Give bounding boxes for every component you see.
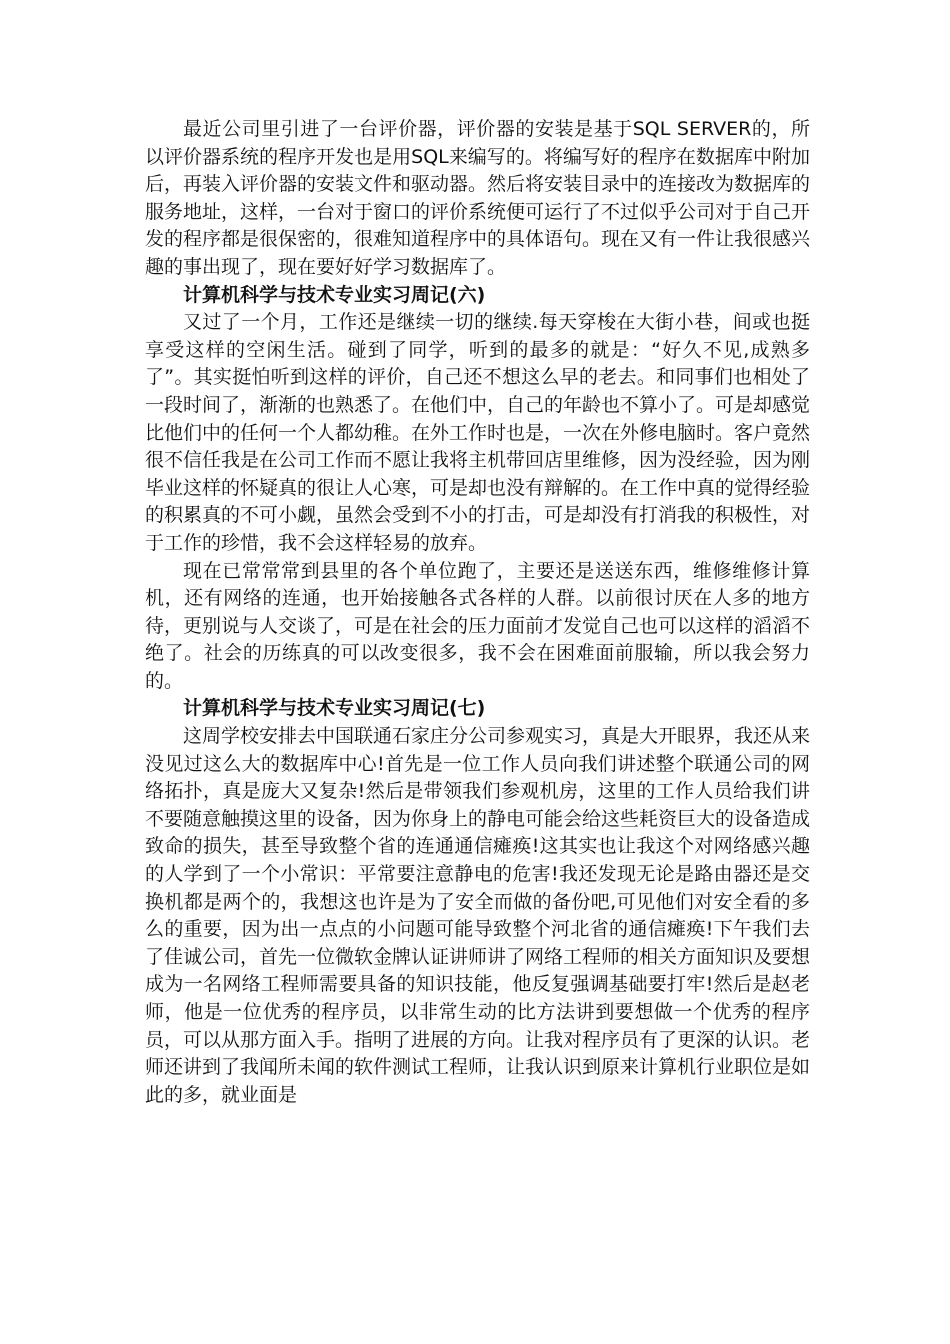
paragraph: 又过了一个月，工作还是继续一切的继续.每天穿梭在大街小巷，间或也挺享受这样的空闲生活。碰到了同学，听到的最多的就是：“好久不见,成熟多了”。其实挺怕听到这样的评价，自己还不想这么早的老去。和同事们也相处了一段时间了，渐渐的也熟悉了。在他们中，自己的年龄也不算小了。可是却感觉比他们中的任何一个人都幼稚。在外工作时也是，一次在外修电脑时。客户竟然很不信任我是在公司工作而不愿让我将主机带回店里维修，因为没经验，因为刚毕业这样的怀疑真的很让人心寒，可是却也没有辩解的。在工作中真的觉得经验的积累真的不可小觑，虽然会受到不小的打击，可是却没有打消我的积极性，对于工作的珍惜，我不会这样轻易的放弃。: [145, 311, 811, 554]
paragraph: 这周学校安排去中国联通石家庄分公司参观实习，真是大开眼界，我还从来没见过这么大的数据库中心!首先是一位工作人员向我们讲述整个联通公司的网络拓扑，真是庞大又复杂!然后是带领我们参观机房，这里的工作人员给我们讲不要随意触摸这里的设备，因为你身上的静电可能会给这些耗资巨大的设备造成致命的损失，甚至导致整个省的连通通信瘫痪!这其实也让我这个对网络感兴趣的人学到了一个小常识：平常要注意静电的危害!我还发现无论是路由器还是交换机都是两个的，我想这也许是为了安全而做的备份吧,可见他们对安全看的多么的重要，因为出一点点的小问题可能导致整个河北省的通信瘫痪!下午我们去了佳诚公司，首先一位微软金牌认证讲师讲了网络工程师的相关方面知识及要想成为一名网络工程师需要具备的知识技能，他反复强调基础要打牢!然后是赵老师，他是一位优秀的程序员，以非常生动的比方法讲到要想做一个优秀的程序员，可以从那方面入手。指明了进展的方向。让我对程序员有了更深的认识。老师还讲到了我闻所未闻的软件测试工程师，让我认识到原来计算机行业职位是如此的多，就业面是: [145, 725, 811, 1106]
section-heading: 计算机科学与技术专业实习周记(六): [183, 283, 486, 306]
document-page: [145, 116, 810, 1109]
paragraph: 最近公司里引进了一台评价器，评价器的安装是基于SQL SERVER的，所以评价器系统的程序开发也是用SQL来编写的。将编写好的程序在数据库中附加后，再装入评价器的安装文件和驱动器。然后将安装目录中的连接改为数据库的服务地址，这样，一台对于窗口的评价系统便可运行了不过似乎公司对于自己开发的程序都是很保密的，很难知道程序中的具体语句。现在又有一件让我很感兴趣的事出现了，现在要好好学习数据库了。: [145, 118, 811, 278]
section-heading: 计算机科学与技术专业实习周记(七): [183, 697, 486, 720]
paragraph: 现在已常常常到县里的各个单位跑了，主要还是送送东西，维修维修计算机，还有网络的连通，也开始接触各式各样的人群。以前很讨厌在人多的地方待，更别说与人交谈了，可是在社会的压力面前才发觉自己也可以这样的滔滔不绝了。社会的历练真的可以改变很多，我不会在困难面前服输，所以我会努力的。: [145, 559, 811, 692]
